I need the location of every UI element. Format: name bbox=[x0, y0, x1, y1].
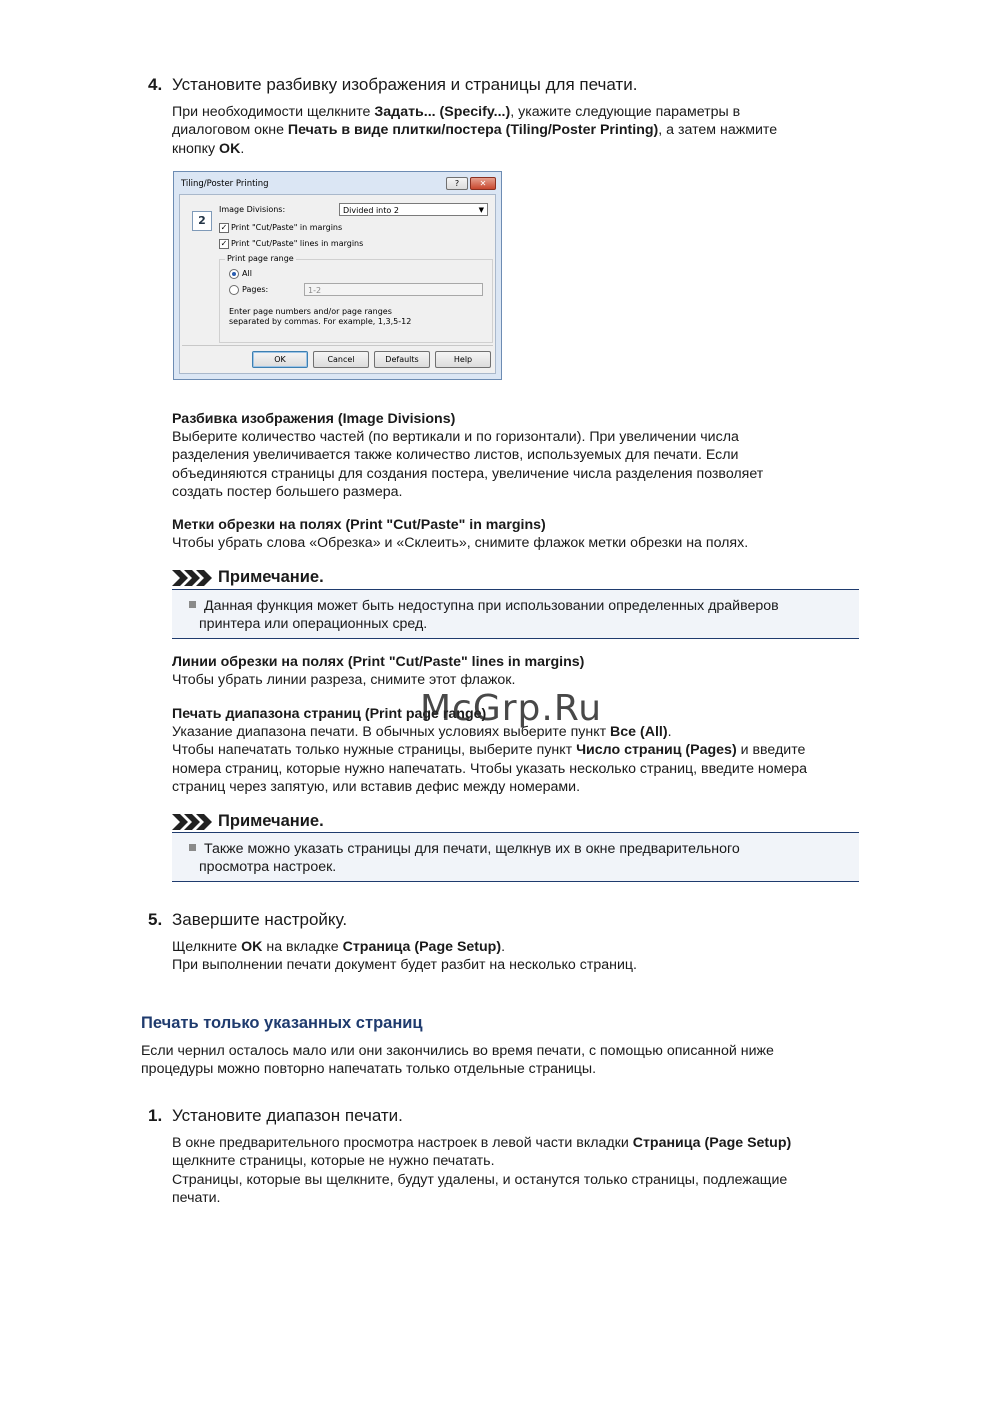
cut-paste-margins-text: Чтобы убрать слова «Обрезка» и «Склеить», снимите флажок метки обрезки на полях. bbox=[172, 535, 749, 551]
note-2-heading: Примечание. bbox=[218, 812, 324, 830]
pages-radio[interactable] bbox=[229, 285, 239, 295]
print-cut-paste-lines-checkbox[interactable]: ✓ bbox=[220, 239, 228, 248]
bold-term: Задать... (Specify...) bbox=[374, 104, 511, 120]
step-4-text bbox=[172, 103, 872, 158]
dialog-close-icon[interactable]: ✕ bbox=[470, 177, 496, 190]
step-4-title: Установите разбивку изображения и страницы для печати. bbox=[172, 75, 638, 94]
section-heading: Печать только указанных страниц bbox=[141, 1014, 423, 1032]
text-line: Страницы, которые вы щелкните, будут удалены, и останутся только страницы, подлежащие bbox=[172, 1171, 788, 1188]
cut-paste-margins-heading: Метки обрезки на полях (Print "Cut/Paste" in margins) bbox=[172, 517, 546, 533]
hint-line-2: separated by commas. For example, 1,3,5-12 bbox=[229, 317, 412, 326]
cancel-button[interactable]: Cancel bbox=[313, 351, 369, 368]
step-4-number: 4. bbox=[148, 75, 163, 94]
step-5-text bbox=[172, 938, 872, 975]
text-line: диалоговом окне Печать в виде плитки/постера (Tiling/Poster Printing), а затем нажмите bbox=[172, 122, 778, 139]
text-line: разделения увеличивается также количество листов, используемых для печати. Если bbox=[172, 447, 739, 464]
image-divisions-select[interactable] bbox=[339, 203, 488, 216]
text-line: Щелкните OK на вкладке Страница (Page Setup). bbox=[172, 939, 506, 955]
note-arrows-icon bbox=[172, 570, 216, 586]
defaults-button[interactable]: Defaults bbox=[374, 351, 430, 368]
dialog-title: Tiling/Poster Printing bbox=[181, 179, 269, 189]
print-cut-paste-lines-label: Print "Cut/Paste" lines in margins bbox=[231, 239, 364, 248]
page-range-group bbox=[219, 259, 493, 343]
text-line: Указание диапазона печати. В обычных условиях выберите пункт Все (All). bbox=[172, 724, 672, 740]
section-text bbox=[141, 1042, 861, 1079]
text-line: Чтобы напечатать только нужные страницы, выберите пункт Число страниц (Pages) и введите bbox=[172, 742, 806, 759]
text-line: При выполнении печати документ будет разбит на несколько страниц. bbox=[172, 957, 637, 974]
bold-term: Число страниц (Pages) bbox=[576, 742, 737, 759]
image-divisions-text bbox=[172, 428, 872, 502]
text-line: процедуры можно повторно напечатать только отдельные страницы. bbox=[141, 1061, 597, 1078]
bold-term: Печать в виде плитки/постера (Tiling/Poster Printing) bbox=[287, 122, 659, 139]
note-2-box bbox=[172, 832, 859, 882]
dialog-help-icon[interactable]: ? bbox=[446, 177, 468, 190]
image-divisions-label: Image Divisions: bbox=[219, 205, 286, 214]
step-5-title: Завершите настройку. bbox=[172, 910, 348, 929]
note-2-text: Также можно указать страницы для печати, щелкнув их в окне предварительного просмотра настроек. bbox=[189, 840, 740, 877]
text-line: кнопку OK. bbox=[172, 140, 245, 157]
print-cut-paste-margins-checkbox[interactable]: ✓ bbox=[220, 223, 228, 232]
watermark: McGrp.Ru bbox=[420, 688, 603, 729]
text-line: В окне предварительного просмотра настроек в левой части вкладки Страница (Page Setup) bbox=[172, 1135, 792, 1151]
image-divisions-value: Divided into 2 bbox=[343, 206, 399, 215]
text-line: При необходимости щелкните Задать... (Specify...), укажите следующие параметры в bbox=[172, 104, 741, 120]
text-line: создать постер большего размера. bbox=[172, 484, 403, 501]
text-line: страниц через запятую, или вставив дефис между номерами. bbox=[172, 779, 581, 796]
all-radio[interactable] bbox=[229, 269, 239, 279]
help-button[interactable]: Help bbox=[435, 351, 491, 368]
text-line: щелкните страницы, которые не нужно печатать. bbox=[172, 1153, 495, 1170]
divider bbox=[182, 345, 493, 346]
print-cut-paste-margins-label: Print "Cut/Paste" in margins bbox=[231, 223, 343, 232]
cut-paste-lines-heading: Линии обрезки на полях (Print "Cut/Paste" lines in margins) bbox=[172, 654, 585, 670]
text-line: номера страниц, которые нужно напечатать. Чтобы указать несколько страниц, введите номера bbox=[172, 760, 808, 777]
bold-term: OK bbox=[219, 140, 241, 157]
step-1-title: Установите диапазон печати. bbox=[172, 1106, 403, 1125]
hint-line-1: Enter page numbers and/or page ranges bbox=[229, 307, 392, 316]
text-line: объединяются страницы для создания постера, увеличение числа разделения позволяет bbox=[172, 465, 764, 482]
text-line: Выберите количество частей (по вертикали и по горизонтали). При увеличении числа bbox=[172, 429, 739, 445]
print-page-range-label: Print page range bbox=[227, 254, 294, 263]
page-range-heading: Печать диапазона страниц (Print page range) bbox=[172, 706, 487, 722]
note-1-text: Данная функция может быть недоступна при использовании определенных драйверов принтера или операционных сред. bbox=[189, 597, 779, 634]
chevron-down-icon: ▼ bbox=[478, 206, 484, 214]
image-divisions-heading: Разбивка изображения (Image Divisions) bbox=[172, 411, 456, 427]
cut-paste-lines-text: Чтобы убрать линии разреза, снимите этот флажок. bbox=[172, 672, 516, 688]
dialog-client-area bbox=[179, 194, 496, 374]
tiling-poster-dialog bbox=[173, 171, 502, 380]
bullet-icon bbox=[189, 601, 196, 608]
page-range-text bbox=[172, 723, 872, 797]
bold-term: Страница (Page Setup) bbox=[342, 939, 502, 955]
step-5-number: 5. bbox=[148, 910, 163, 929]
all-radio-label: All bbox=[242, 269, 252, 278]
text-line: Если чернил осталось мало или они закончились во время печати, с помощью описанной ниже bbox=[141, 1043, 774, 1059]
pages-radio-label: Pages: bbox=[242, 285, 269, 294]
step-1-text bbox=[172, 1134, 872, 1208]
note-arrows-icon bbox=[172, 814, 216, 830]
tiling-icon: 2 bbox=[192, 211, 212, 231]
pages-input[interactable]: 1-2 bbox=[304, 283, 483, 296]
bold-term: Страница (Page Setup) bbox=[632, 1135, 792, 1151]
text-line: печати. bbox=[172, 1190, 221, 1207]
note-1-box bbox=[172, 589, 859, 639]
step-1-number: 1. bbox=[148, 1106, 163, 1125]
note-1-heading: Примечание. bbox=[218, 568, 324, 586]
bold-term: OK bbox=[241, 939, 263, 955]
bold-term: Все (All) bbox=[610, 724, 668, 740]
ok-button[interactable]: OK bbox=[252, 351, 308, 368]
bullet-icon bbox=[189, 844, 196, 851]
